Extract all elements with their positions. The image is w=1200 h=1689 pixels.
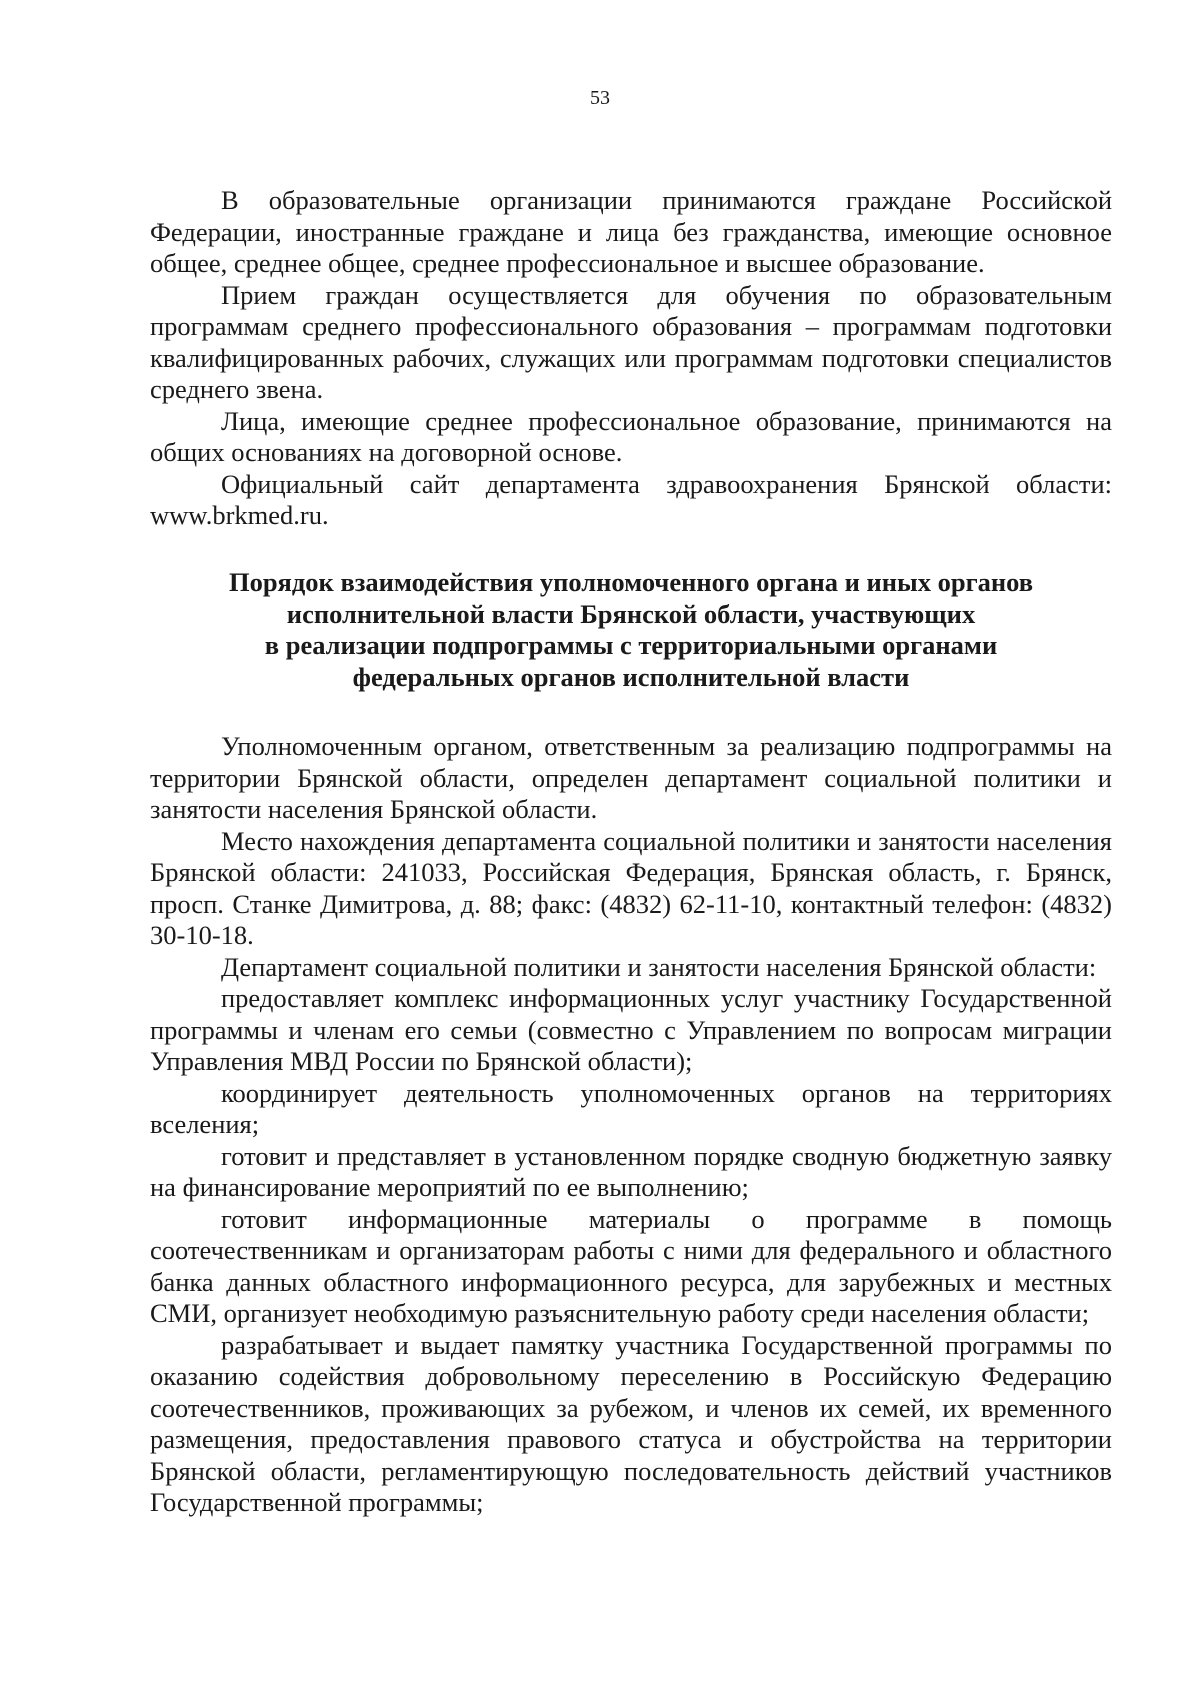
paragraph: готовит и представляет в установленном порядке сводную бюджетную заявку на финансирование мероприятий по ее выполнению; <box>150 1140 1112 1202</box>
heading-line: Порядок взаимодействия уполномоченного органа и иных органов <box>228 567 1034 597</box>
paragraph: готовит информационные материалы о программе в помощь соотечественникам и организаторам работы с ними для федерального и областного банка данных областного информационного ресурса, для зарубежных и местных СМИ, организует необходимую разъяснительную работу среди населения области; <box>150 1203 1112 1328</box>
body-section <box>150 731 1112 1519</box>
paragraph: Уполномоченным органом, ответственным за реализацию подпрограммы на территории Брянской области, определен департамент социальной политики и занятости населения Брянской области. <box>150 731 1112 824</box>
section-heading <box>150 567 1112 693</box>
heading-line: федеральных органов исполнительной власти <box>352 661 910 692</box>
paragraph: Официальный сайт департамента здравоохранения Брянской области: www.brkmed.ru. <box>150 468 1112 530</box>
heading-line: исполнительной власти Брянской области, участвующих <box>286 598 976 629</box>
paragraph: В образовательные организации принимаются граждане Российской Федерации, иностранные граждане и лица без гражданства, имеющие основное общее, среднее общее, среднее профессиональное и высшее образование. <box>150 185 1112 278</box>
paragraph: Департамент социальной политики и занятости населения Брянской области: <box>221 951 1097 982</box>
paragraph: Место нахождения департамента социальной политики и занятости населения Брянской области: 241033, Российская Федерация, Брянская область, г. Брянск, просп. Станке Димитрова, д. 88; факс: (4832) 62-11-10, контактный телефон: (4832) 30-10-18. <box>150 825 1112 950</box>
paragraph: предоставляет комплекс информационных услуг участнику Государственной программы и членам его семьи (совместно с Управлением по вопросам миграции Управления МВД России по Брянской области); <box>150 983 1112 1076</box>
heading-line: в реализации подпрограммы с территориальными органами <box>264 630 998 660</box>
page-number: 53 <box>590 87 610 109</box>
paragraph: Прием граждан осуществляется для обучения по образовательным программам среднего профессионального образования – программам подготовки квалифицированных рабочих, служащих или программам подготовки специалистов среднего звена. <box>150 279 1112 404</box>
intro-section <box>150 185 1112 532</box>
paragraph: координирует деятельность уполномоченных органов на территориях вселения; <box>150 1077 1112 1139</box>
paragraph: разрабатывает и выдает памятку участника Государственной программы по оказанию содействия добровольному переселению в Российскую Федерацию соотечественников, проживающих за рубежом, и членов их семей, их временного размещения, предоставления правового статуса и обустройства на территории Брянской области, регламентирующую последовательность действий участников Государственной программы; <box>150 1329 1112 1517</box>
paragraph: Лица, имеющие среднее профессиональное образование, принимаются на общих основаниях на договорной основе. <box>150 405 1112 467</box>
